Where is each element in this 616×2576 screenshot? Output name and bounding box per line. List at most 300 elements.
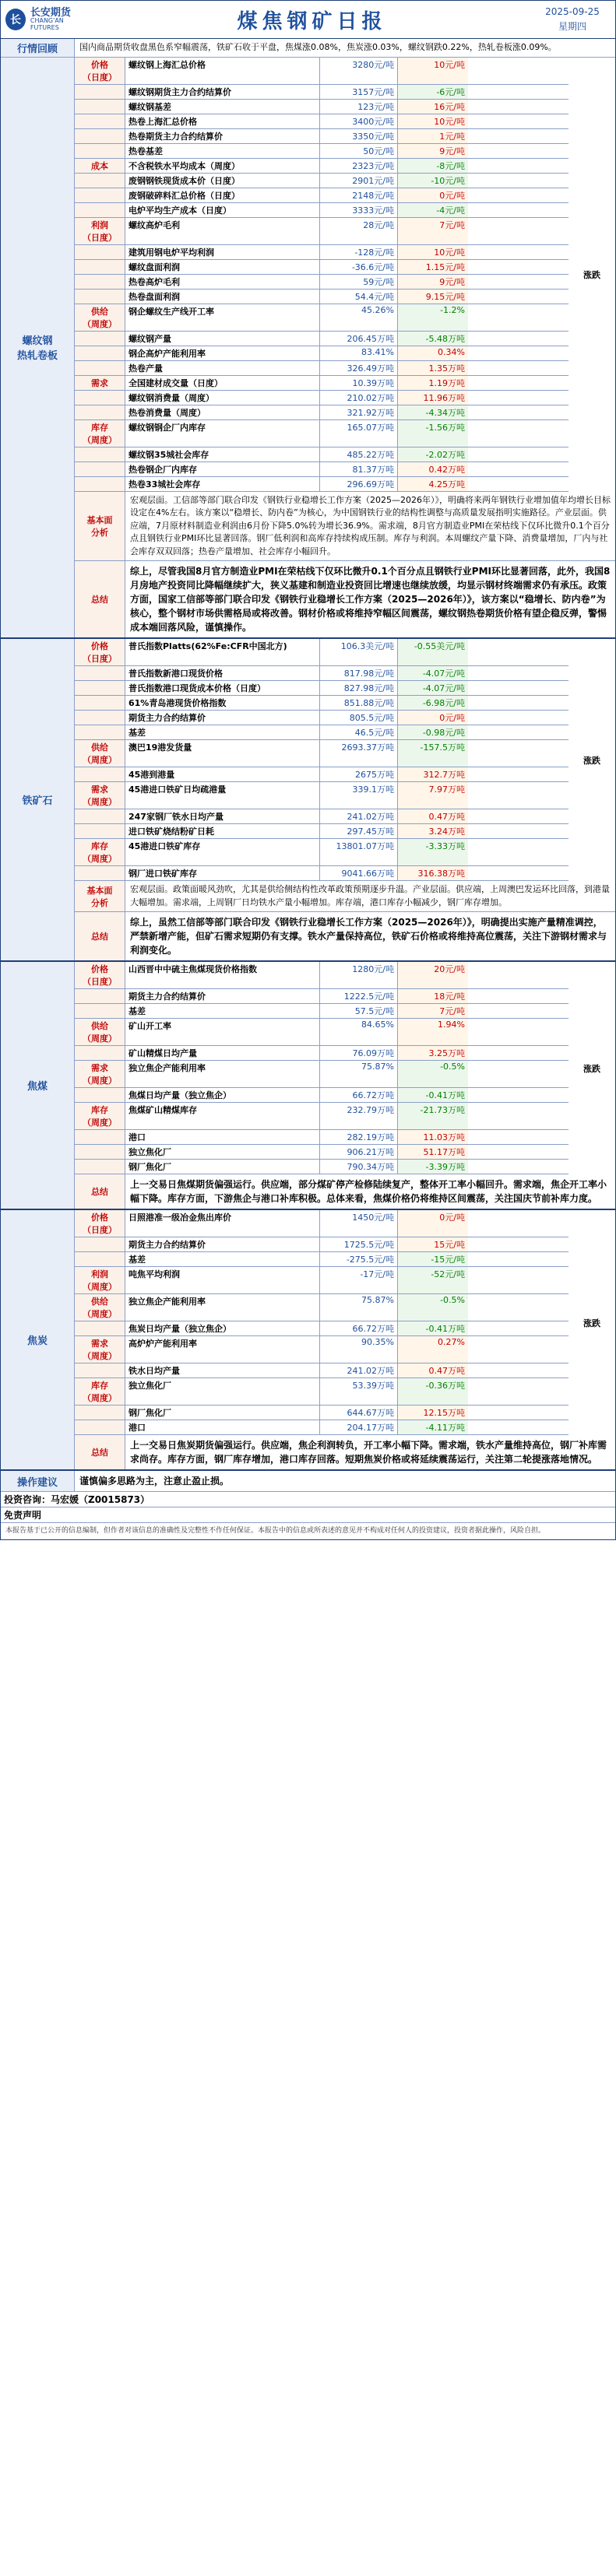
data-row xyxy=(75,304,568,332)
indicator-change: -4元/吨 xyxy=(398,203,468,217)
indicator-name: 矿山精煤日均产量 xyxy=(125,1046,320,1060)
group-label xyxy=(75,989,125,1003)
indicator-value: 2148元/吨 xyxy=(320,188,398,202)
group-label: 库存 （周度） xyxy=(75,420,125,447)
data-row xyxy=(75,361,568,376)
indicator-name: 热卷盘面利润 xyxy=(125,290,320,304)
data-row xyxy=(75,245,568,260)
indicator-name: 港口 xyxy=(125,1130,320,1144)
indicator-name: 螺纹钢消费量（周度） xyxy=(125,391,320,405)
indicator-change: 10元/吨 xyxy=(398,245,468,259)
group-label xyxy=(75,725,125,739)
data-row xyxy=(75,639,568,666)
indicator-value: 241.02万吨 xyxy=(320,1363,398,1377)
indicator-change: -10元/吨 xyxy=(398,174,468,188)
trend-label: 涨跌 xyxy=(583,269,600,280)
indicator-name: 普氏指数港口现货成本价格（日度） xyxy=(125,681,320,695)
summary-text: 上一交易日焦煤期货偏强运行。供应端，部分煤矿停产检修陆续复产，整体开工率小幅回升。需求端，焦企开工率小幅下降。库存方面，下游焦企与港口补库积极。总体来看，焦煤价格仍将维持区间震荡，关注国庆节前补库力度。 xyxy=(130,1179,607,1204)
indicator-value: 241.02万吨 xyxy=(320,809,398,823)
group-label: 需求 xyxy=(75,376,125,390)
indicator-name: 港口 xyxy=(125,1420,320,1434)
indicator-name: 不含税铁水平均成本（周度） xyxy=(125,159,320,173)
group-label xyxy=(75,767,125,781)
data-row xyxy=(75,1088,568,1103)
indicator-value: 204.17万吨 xyxy=(320,1420,398,1434)
indicator-name: 螺纹钢期货主力合约结算价 xyxy=(125,85,320,99)
indicator-name: 螺纹盘面利润 xyxy=(125,260,320,274)
indicator-value: 790.34万吨 xyxy=(320,1160,398,1174)
group-label xyxy=(75,361,125,375)
group-label xyxy=(75,245,125,259)
indicator-value: 83.41% xyxy=(320,346,398,360)
group-label xyxy=(75,290,125,304)
section-iron_ore xyxy=(1,639,615,962)
indicator-name: 独立焦化厂 xyxy=(125,1145,320,1159)
indicator-name: 热卷钢企厂内库存 xyxy=(125,462,320,476)
section-label: 螺纹钢 热轧卷板 xyxy=(1,58,75,638)
group-label: 库存 （周度） xyxy=(75,1378,125,1405)
indicator-value: 326.49万吨 xyxy=(320,361,398,375)
group-label xyxy=(75,275,125,289)
indicator-value: 57.5元/吨 xyxy=(320,1004,398,1018)
indicator-change: 18元/吨 xyxy=(398,989,468,1003)
group-label xyxy=(75,809,125,823)
indicator-name: 期货主力合约结算价 xyxy=(125,1237,320,1251)
data-row xyxy=(75,144,568,159)
indicator-change: -0.36万吨 xyxy=(398,1378,468,1405)
indicator-name: 基差 xyxy=(125,1004,320,1018)
data-row xyxy=(75,1363,568,1378)
indicator-value: 3400元/吨 xyxy=(320,114,398,128)
data-row xyxy=(75,1019,568,1046)
data-row xyxy=(75,447,568,462)
indicator-value: 13801.07万吨 xyxy=(320,839,398,865)
data-row xyxy=(75,159,568,174)
indicator-value: 75.87% xyxy=(320,1061,398,1087)
indicator-value: 106.3美元/吨 xyxy=(320,639,398,665)
indicator-name: 热卷基差 xyxy=(125,144,320,158)
indicator-value: 232.79万吨 xyxy=(320,1103,398,1129)
indicator-name: 螺纹高炉毛利 xyxy=(125,218,320,244)
indicator-name: 热卷消费量（周度） xyxy=(125,405,320,419)
summary-text: 综上，尽管我国8月官方制造业PMI在荣枯线下仅环比微升0.1个百分点且钢铁行业PMI环比显著回落，此外，我国8月房地产投资同比降幅继续扩大，狭义基建和制造业投资回比增速也继续放缓，均显示钢材终端需求仍有承压。政策方面，国家工信部等部门联合印发《钢铁行业稳增长工作方案（2025—2026年）》，该方案以“稳增长、防内卷”为核心，整个钢材市场供需格局或将改善。钢材价格或将维持窄幅区间震荡，螺纹钢热卷期货价格有望企稳反弹，警惕成本端回落风险，谨慎操作。 xyxy=(130,566,611,633)
data-row xyxy=(75,711,568,725)
indicator-value: 2901元/吨 xyxy=(320,174,398,188)
indicator-name: 普氏指数新港口现货价格 xyxy=(125,666,320,680)
group-label xyxy=(75,1406,125,1420)
indicator-name: 焦煤日均产量（独立焦企） xyxy=(125,1088,320,1102)
analysis-text: 宏观层面。工信部等部门联合印发《钢铁行业稳增长工作方案（2025—2026年）》，明确将来两年钢铁行业增加值年均增长目标设定在4%左右。该方案以“稳增长、防内卷”为核心，为中国钢铁行业的结构性调整与高质量发展指明实施路径。产业层面。供应端，7月原材料制造业利润由6月份下降5.0%转为增长36.9%。需求端，8月官方制造业PMI在荣枯线下仅环比微升0.1个百分点且钢铁行业PMI环比显著回落。钢厂低利润和高库存持续构成压制。库存与利润。本周螺纹产量下降、消费量增加，厂内与社会库存双双回落；热卷产量增加、社会库存小幅回升。 xyxy=(130,494,611,556)
indicator-name: 钢企高炉产能利用率 xyxy=(125,346,320,360)
group-label xyxy=(75,144,125,158)
indicator-change: 7元/吨 xyxy=(398,1004,468,1018)
indicator-change: 0.47万吨 xyxy=(398,1363,468,1377)
data-row xyxy=(75,1130,568,1145)
indicator-change: -0.41万吨 xyxy=(398,1088,468,1102)
group-label: 供给 （周度） xyxy=(75,740,125,767)
indicator-value: 3350元/吨 xyxy=(320,129,398,143)
section-coking_coal xyxy=(1,962,615,1210)
indicator-change: 11.96万吨 xyxy=(398,391,468,405)
data-row xyxy=(75,1321,568,1336)
indicator-value: 90.35% xyxy=(320,1336,398,1363)
trend-label: 涨跌 xyxy=(583,1318,600,1328)
indicator-value: -36.6元/吨 xyxy=(320,260,398,274)
indicator-name: 螺纹钢基差 xyxy=(125,100,320,114)
data-row xyxy=(75,1378,568,1406)
data-row xyxy=(75,989,568,1004)
indicator-change: 9元/吨 xyxy=(398,275,468,289)
summary-label: 总结 xyxy=(75,561,125,637)
data-row xyxy=(75,1267,568,1294)
indicator-change: 0.47万吨 xyxy=(398,809,468,823)
indicator-name: 独立焦企产能利用率 xyxy=(125,1294,320,1321)
indicator-name: 全国建材成交量（日度） xyxy=(125,376,320,390)
data-row xyxy=(75,174,568,188)
indicator-value: -17元/吨 xyxy=(320,1267,398,1293)
report-title: 煤焦钢矿日报 xyxy=(237,9,387,33)
group-label xyxy=(75,1004,125,1018)
group-label: 库存 （周度） xyxy=(75,1103,125,1129)
group-label: 需求 （周度） xyxy=(75,1336,125,1363)
data-row xyxy=(75,696,568,711)
data-row xyxy=(75,85,568,100)
indicator-value: 76.09万吨 xyxy=(320,1046,398,1060)
indicator-name: 日照港准一级冶金焦出库价 xyxy=(125,1210,320,1237)
logo-name-en: CHANG'AN FUTURES xyxy=(30,17,64,31)
indicator-value: 282.19万吨 xyxy=(320,1130,398,1144)
data-row xyxy=(75,809,568,824)
indicator-name: 45港进口铁矿库存 xyxy=(125,839,320,865)
report-weekday: 星期四 xyxy=(558,21,586,32)
data-row xyxy=(75,681,568,696)
group-label xyxy=(75,462,125,476)
data-row xyxy=(75,391,568,405)
indicator-value: 805.5元/吨 xyxy=(320,711,398,725)
section-label: 焦炭 xyxy=(1,1210,75,1469)
indicator-value: 485.22万吨 xyxy=(320,447,398,462)
group-label: 价格 （日度） xyxy=(75,1210,125,1237)
indicator-value: 206.45万吨 xyxy=(320,332,398,346)
data-row xyxy=(75,866,568,881)
group-label xyxy=(75,696,125,710)
data-row xyxy=(75,725,568,740)
indicator-value: 339.1万吨 xyxy=(320,782,398,809)
group-label xyxy=(75,1160,125,1174)
summary-row xyxy=(75,1174,615,1209)
data-row xyxy=(75,405,568,420)
indicator-value: 321.92万吨 xyxy=(320,405,398,419)
indicator-value: 66.72万吨 xyxy=(320,1088,398,1102)
indicator-name: 焦炭日均产量（独立焦企） xyxy=(125,1321,320,1335)
market-review-text: 国内商品期货收盘黑色系窄幅震荡，铁矿石收于平盘，焦煤涨0.08%，焦炭涨0.03%，螺纹钢跌0.22%，热轧卷板涨0.09%。 xyxy=(79,42,557,52)
data-row xyxy=(75,1252,568,1267)
indicator-value: 2693.37万吨 xyxy=(320,740,398,767)
indicator-change: 10元/吨 xyxy=(398,114,468,128)
group-label xyxy=(75,174,125,188)
section-label: 焦煤 xyxy=(1,962,75,1209)
analysis-text: 宏观层面。政策面暖风劲吹，尤其是供给侧结构性改革政策预期逐步升温。产业层面。供应端，上周澳巴发运环比回落，到港量大幅增加。需求端，上周钢厂日均铁水产量小幅增加。库存端，港口库存小幅减少，钢厂库存增加。 xyxy=(130,884,610,907)
data-row xyxy=(75,824,568,839)
data-row xyxy=(75,767,568,782)
indicator-value: 50元/吨 xyxy=(320,144,398,158)
indicator-change: 0.27% xyxy=(398,1336,468,1363)
indicator-change: 0.42万吨 xyxy=(398,462,468,476)
indicator-name: 高炉炉产能利用率 xyxy=(125,1336,320,1363)
indicator-name: 废钢钢铁现货成本价（日度） xyxy=(125,174,320,188)
data-row xyxy=(75,1237,568,1252)
data-row xyxy=(75,275,568,290)
indicator-change: 1元/吨 xyxy=(398,129,468,143)
indicator-name: 钢企螺纹生产线开工率 xyxy=(125,304,320,331)
disclaimer-text: 本报告基于已公开的信息编制，但作者对该信息的准确性及完整性不作任何保证。本报告中的信息或所表述的意见并不构成对任何人的投资建议，投资者据此操作，风险自担。 xyxy=(5,1527,546,1535)
group-label: 价格 （日度） xyxy=(75,962,125,988)
indicator-value: 210.02万吨 xyxy=(320,391,398,405)
indicator-name: 基差 xyxy=(125,725,320,739)
indicator-name: 45港进口铁矿日均疏港量 xyxy=(125,782,320,809)
data-row xyxy=(75,962,568,989)
indicator-name: 山西晋中中硫主焦煤现货价格指数 xyxy=(125,962,320,988)
group-label xyxy=(75,100,125,114)
indicator-value: 817.98元/吨 xyxy=(320,666,398,680)
group-label xyxy=(75,260,125,274)
market-review-label: 行情回顾 xyxy=(1,39,75,57)
indicator-change: -21.73万吨 xyxy=(398,1103,468,1129)
group-label: 供给 （周度） xyxy=(75,304,125,331)
indicator-name: 钢厂焦化厂 xyxy=(125,1160,320,1174)
indicator-change: -15元/吨 xyxy=(398,1252,468,1266)
data-row xyxy=(75,666,568,681)
group-label: 需求 （周度） xyxy=(75,1061,125,1087)
indicator-value: 1222.5元/吨 xyxy=(320,989,398,1003)
indicator-change: -5.48万吨 xyxy=(398,332,468,346)
trend-label: 涨跌 xyxy=(583,755,600,766)
group-label xyxy=(75,1088,125,1102)
group-label xyxy=(75,346,125,360)
indicator-name: 螺纹钢产量 xyxy=(125,332,320,346)
indicator-name: 基差 xyxy=(125,1252,320,1266)
data-row xyxy=(75,1145,568,1160)
indicator-change: -1.2% xyxy=(398,304,468,331)
data-row xyxy=(75,376,568,391)
indicator-name: 建筑用钢电炉平均利润 xyxy=(125,245,320,259)
group-label xyxy=(75,477,125,491)
indicator-change: -8元/吨 xyxy=(398,159,468,173)
disclaimer-label: 免责声明 xyxy=(4,1510,42,1521)
indicator-name: 61%青岛港现货价格指数 xyxy=(125,696,320,710)
summary-row xyxy=(75,561,615,637)
indicator-name: 钢厂焦化厂 xyxy=(125,1406,320,1420)
data-row xyxy=(75,218,568,245)
indicator-name: 废钢破碎料汇总价格（日度） xyxy=(125,188,320,202)
analysis-label: 基本面 分析 xyxy=(75,881,125,911)
indicator-change: 11.03万吨 xyxy=(398,1130,468,1144)
group-label xyxy=(75,405,125,419)
indicator-value: 45.26% xyxy=(320,304,398,331)
group-label: 需求 （周度） xyxy=(75,782,125,809)
summary-row xyxy=(75,1435,615,1469)
indicator-value: 46.5元/吨 xyxy=(320,725,398,739)
indicator-change: 0.34% xyxy=(398,346,468,360)
group-label xyxy=(75,681,125,695)
group-label: 供给 （周度） xyxy=(75,1294,125,1321)
data-row xyxy=(75,100,568,114)
indicator-value: 1280元/吨 xyxy=(320,962,398,988)
data-row xyxy=(75,260,568,275)
indicator-value: 3280元/吨 xyxy=(320,58,398,84)
group-label xyxy=(75,85,125,99)
data-row xyxy=(75,332,568,346)
indicator-change: -52元/吨 xyxy=(398,1267,468,1293)
company-logo xyxy=(1,1,94,38)
group-label xyxy=(75,1130,125,1144)
indicator-value: 2323元/吨 xyxy=(320,159,398,173)
indicator-change: 1.35万吨 xyxy=(398,361,468,375)
group-label xyxy=(75,332,125,346)
data-row xyxy=(75,477,568,492)
indicator-change: 10元/吨 xyxy=(398,58,468,84)
indicator-name: 进口铁矿烧结粉矿日耗 xyxy=(125,824,320,838)
indicator-name: 独立焦化厂 xyxy=(125,1378,320,1405)
section-steel xyxy=(1,58,615,640)
group-label xyxy=(75,824,125,838)
indicator-change: -4.07元/吨 xyxy=(398,666,468,680)
indicator-change: -157.5万吨 xyxy=(398,740,468,767)
indicator-name: 热卷高炉毛利 xyxy=(125,275,320,289)
indicator-value: 1450元/吨 xyxy=(320,1210,398,1237)
advice-text: 谨慎偏多思路为主，注意止盈止损。 xyxy=(79,1476,230,1486)
indicator-change: 3.24万吨 xyxy=(398,824,468,838)
indicator-value: 827.98元/吨 xyxy=(320,681,398,695)
indicator-value: 9041.66万吨 xyxy=(320,866,398,880)
logo-icon: 长 xyxy=(5,9,26,30)
indicator-name: 普氏指数Platts(62%Fe:CFR中国北方) xyxy=(125,639,320,665)
analyst-row xyxy=(1,1492,615,1507)
indicator-change: -0.5% xyxy=(398,1061,468,1087)
indicator-name: 期货主力合约结算价 xyxy=(125,711,320,725)
analysis-row xyxy=(75,492,615,562)
indicator-change: -3.39万吨 xyxy=(398,1160,468,1174)
data-row xyxy=(75,740,568,767)
data-row xyxy=(75,1061,568,1088)
indicator-name: 焦煤矿山精煤库存 xyxy=(125,1103,320,1129)
group-label xyxy=(75,391,125,405)
indicator-value: 1725.5元/吨 xyxy=(320,1237,398,1251)
group-label xyxy=(75,711,125,725)
indicator-change: 9.15元/吨 xyxy=(398,290,468,304)
group-label xyxy=(75,666,125,680)
advice-row xyxy=(1,1471,615,1492)
group-label: 成本 xyxy=(75,159,125,173)
group-label xyxy=(75,866,125,880)
analysis-label: 基本面 分析 xyxy=(75,492,125,561)
indicator-change: 3.25万吨 xyxy=(398,1046,468,1060)
summary-label: 总结 xyxy=(75,912,125,960)
indicator-change: 0元/吨 xyxy=(398,711,468,725)
indicator-value: 84.65% xyxy=(320,1019,398,1045)
indicator-change: 0元/吨 xyxy=(398,188,468,202)
indicator-value: 53.39万吨 xyxy=(320,1378,398,1405)
indicator-change: -6元/吨 xyxy=(398,85,468,99)
group-label xyxy=(75,188,125,202)
indicator-change: -0.41万吨 xyxy=(398,1321,468,1335)
analysis-row xyxy=(75,881,615,912)
indicator-change: -0.98元/吨 xyxy=(398,725,468,739)
indicator-value: 644.67万吨 xyxy=(320,1406,398,1420)
indicator-value: 59元/吨 xyxy=(320,275,398,289)
group-label: 供给 （周度） xyxy=(75,1019,125,1045)
indicator-value: 123元/吨 xyxy=(320,100,398,114)
summary-text: 综上，虽然工信部等部门联合印发《钢铁行业稳增长工作方案（2025—2026年）》，明确提出实施产量精准调控，严禁新增产能，但矿石需求短期仍有支撑。铁水产量保持高位，铁矿石价格或将维持高位震荡，关注下游钢材需求与利润变化。 xyxy=(130,917,607,956)
indicator-name: 螺纹钢35城社会库存 xyxy=(125,447,320,462)
data-row xyxy=(75,1046,568,1061)
indicator-name: 热卷期货主力合约结算价 xyxy=(125,129,320,143)
indicator-change: 12.15万吨 xyxy=(398,1406,468,1420)
indicator-value: -128元/吨 xyxy=(320,245,398,259)
indicator-name: 热卷产量 xyxy=(125,361,320,375)
group-label xyxy=(75,203,125,217)
indicator-value: 2675万吨 xyxy=(320,767,398,781)
data-row xyxy=(75,129,568,144)
group-label: 利润 （日度） xyxy=(75,218,125,244)
report-date-block xyxy=(530,1,615,38)
data-row xyxy=(75,114,568,129)
market-review-row xyxy=(1,39,615,58)
data-row xyxy=(75,839,568,866)
indicator-value: 28元/吨 xyxy=(320,218,398,244)
data-row xyxy=(75,58,568,85)
indicator-change: -0.5% xyxy=(398,1294,468,1321)
indicator-change: 4.25万吨 xyxy=(398,477,468,491)
indicator-change: -4.07元/吨 xyxy=(398,681,468,695)
indicator-name: 螺纹钢上海汇总价格 xyxy=(125,58,320,84)
indicator-change: -4.11万吨 xyxy=(398,1420,468,1434)
data-row xyxy=(75,1210,568,1237)
indicator-value: 3157元/吨 xyxy=(320,85,398,99)
data-row xyxy=(75,1294,568,1321)
indicator-name: 螺纹钢钢企厂内库存 xyxy=(125,420,320,447)
indicator-change: -2.02万吨 xyxy=(398,447,468,462)
indicator-name: 247家钢厂铁水日均产量 xyxy=(125,809,320,823)
data-row xyxy=(75,203,568,218)
advice-label: 操作建议 xyxy=(1,1471,75,1491)
logo-name-cn: 长安期货 xyxy=(30,6,71,19)
data-row xyxy=(75,1406,568,1420)
summary-label: 总结 xyxy=(75,1174,125,1209)
group-label xyxy=(75,1363,125,1377)
group-label xyxy=(75,1420,125,1434)
indicator-change: 7元/吨 xyxy=(398,218,468,244)
indicator-value: 3333元/吨 xyxy=(320,203,398,217)
group-label xyxy=(75,114,125,128)
indicator-change: 20元/吨 xyxy=(398,962,468,988)
group-label: 价格 （日度） xyxy=(75,58,125,84)
indicator-name: 期货主力合约结算价 xyxy=(125,989,320,1003)
indicator-change: 312.7万吨 xyxy=(398,767,468,781)
indicator-name: 吨焦平均利润 xyxy=(125,1267,320,1293)
indicator-name: 热卷33城社会库存 xyxy=(125,477,320,491)
indicator-value: 75.87% xyxy=(320,1294,398,1321)
summary-text: 上一交易日焦炭期货偏强运行。供应端，焦企利润转负，开工率小幅下降。需求端，铁水产量维持高位，钢厂补库需求尚存。库存方面，钢厂库存增加，港口库存回落。短期焦炭价格或将延续震荡运行，关注第二轮提涨落地情况。 xyxy=(130,1440,607,1465)
report-date: 2025-09-25 xyxy=(545,5,600,17)
group-label xyxy=(75,1237,125,1251)
group-label: 库存 （周度） xyxy=(75,839,125,865)
indicator-value: 296.69万吨 xyxy=(320,477,398,491)
data-row xyxy=(75,420,568,447)
section-coke xyxy=(1,1210,615,1471)
data-row xyxy=(75,1004,568,1019)
indicator-change: 9元/吨 xyxy=(398,144,468,158)
